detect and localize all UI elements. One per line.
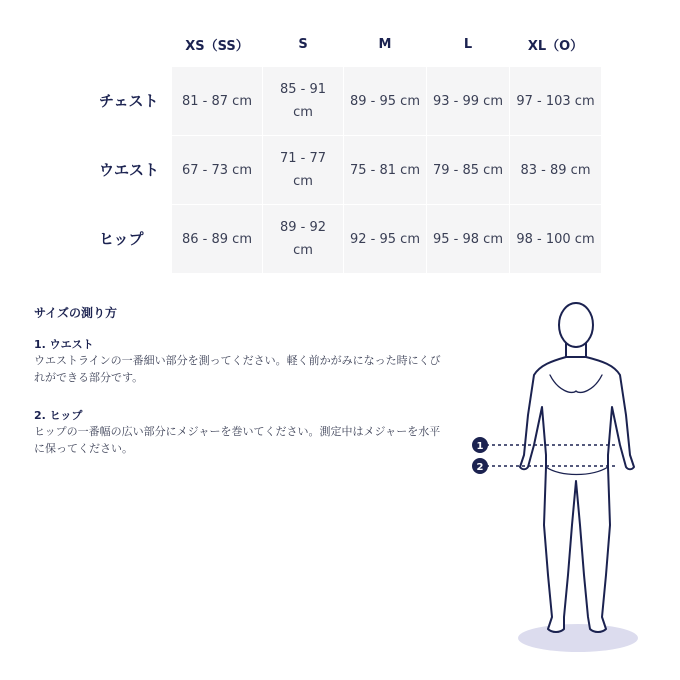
guide-title: サイズの測り方 (34, 306, 118, 320)
table-cell: 71 - 77 cm (263, 136, 344, 205)
body-outline (520, 303, 634, 632)
marker-hip (472, 458, 488, 474)
table-cell: 95 - 98 cm (427, 205, 510, 274)
table-cell: 93 - 99 cm (427, 67, 510, 136)
table-row (93, 136, 602, 205)
table-row (93, 205, 602, 274)
size-header-xs: XS（SS） (185, 38, 249, 54)
row-label-hip: ヒップ (99, 230, 144, 248)
size-header-s: S (298, 36, 308, 52)
table-cell: 89 - 95 cm (344, 67, 427, 136)
marker-hip-number: 2 (476, 462, 484, 473)
size-header-xl: XL（O） (527, 38, 584, 54)
step-title-waist: 1. ウエスト (34, 338, 94, 351)
size-chart-table (93, 22, 602, 274)
corner-cell (93, 22, 172, 67)
size-header-m: M (378, 36, 392, 52)
table-cell: 92 - 95 cm (344, 205, 427, 274)
table-cell: 83 - 89 cm (510, 136, 602, 205)
table-cell: 79 - 85 cm (427, 136, 510, 205)
table-cell: 89 - 92 cm (263, 205, 344, 274)
table-row (93, 67, 602, 136)
table-cell: 81 - 87 cm (172, 67, 263, 136)
step-desc-waist: ウエストラインの一番細い部分を測ってください。軽く前かがみになった時にくびれができる部分です。 (34, 354, 441, 384)
table-cell: 67 - 73 cm (172, 136, 263, 205)
size-header-l: L (463, 36, 473, 52)
table-cell: 97 - 103 cm (510, 67, 602, 136)
step-title-hip: 2. ヒップ (34, 409, 83, 422)
table-cell: 86 - 89 cm (172, 205, 263, 274)
table-cell: 85 - 91 cm (263, 67, 344, 136)
measurement-guide (34, 304, 444, 480)
row-label-waist: ウエスト (99, 161, 160, 179)
marker-waist (472, 437, 488, 453)
marker-waist-number: 1 (476, 441, 484, 452)
body-figure-illustration (468, 295, 648, 665)
row-label-chest: チェスト (99, 92, 159, 110)
step-desc-hip: ヒップの一番幅の広い部分にメジャーを巻いてください。測定中はメジャーを水平に保ってください。 (34, 425, 441, 455)
table-cell: 75 - 81 cm (344, 136, 427, 205)
floor-shadow (518, 624, 638, 652)
table-cell: 98 - 100 cm (510, 205, 602, 274)
